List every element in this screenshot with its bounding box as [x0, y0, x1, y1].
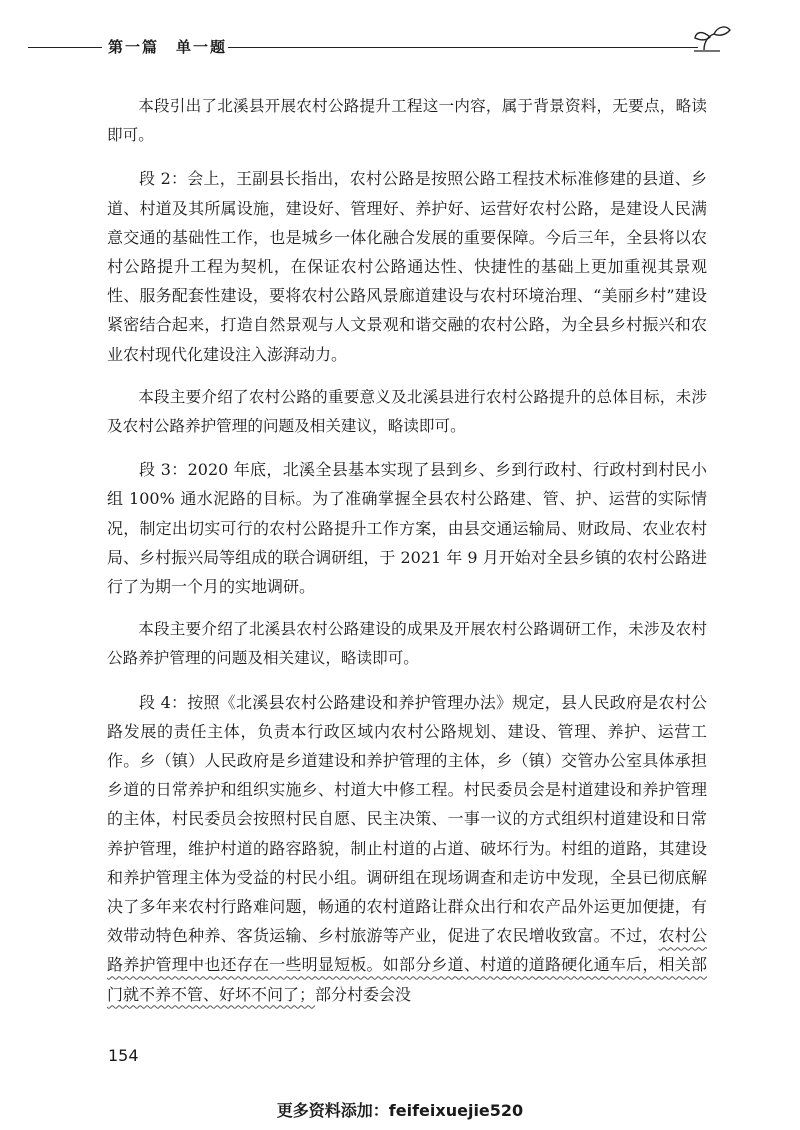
- underlined-key-point: 农村公路养护管理中也还存在一些明显短板。如部分乡道、村道的道路硬化通车后，相关部门就不养不管、好坏不问了；: [107, 926, 707, 1004]
- body-paragraph-2: 段 2：会上，王副县长指出，农村公路是按照公路工程技术标准修建的县道、乡道、村道及其所属设施，建设好、管理好、养护好、运营好农村公路，是建设人民满意交通的基础性工作，也是城乡一体化融合发展的重要保障。今后三年，全县将以农村公路提升工程为契机，在保证农村公路通达性、快捷性的基础上更加重视其景观性、服务配套性建设，要将农村公路风景廊道建设与农村环境治理、“美丽乡村”建设紧密结合起来，打造自然景观与人文景观和谐交融的农村公路，为全县乡村振兴和农业农村现代化建设注入澎湃动力。: [107, 169, 707, 364]
- commentary-paragraph-3: 本段主要介绍了北溪县农村公路建设的成果及开展农村公路调研工作，未涉及农村公路养护管理的问题及相关建议，略读即可。: [107, 620, 707, 668]
- header-rule-right: [228, 47, 698, 48]
- commentary-paragraph-1: 本段引出了北溪县开展农村公路提升工程这一内容，属于背景资料，无要点，略读即可。: [107, 97, 707, 145]
- section-label: 第一篇 单一题: [108, 38, 228, 56]
- body-paragraph-3: 段 3：2020 年底，北溪全县基本实现了县到乡、乡到行政村、行政村到村民小组 100% 通水泥路的目标。为了准确掌握全县农村公路建、管、护、运营的实际情况，制定出切实可行的农村公路提升工作方案，由县交通运输局、财政局、农业农村局、乡村振兴局等组成的联合调研组，于 2021 年 9 月开始对全县乡镇的农村公路进行了为期一个月的实地调研。: [107, 460, 707, 597]
- body-paragraph-4-text: 段 4：按照《北溪县农村公路建设和养护管理办法》规定，县人民政府是农村公路发展的责任主体，负责本行政区域内农村公路规划、建设、管理、养护、运营工作。乡（镇）人民政府是乡道建设和养护管理的主体，乡（镇）交管办公室具体承担乡道的日常养护和组织实施乡、村道大中修工程。村民委员会是村道建设和养护管理的主体，村民委员会按照村民自愿、民主决策、一事一议的方式组织村道建设和日常养护管理，维护村道的路容路貌，制止村道的占道、破坏行为。村组的道路，其建设和养护管理主体为受益的村民小组。调研组在现场调查和走访中发现，全县已彻底解决了多年来农村行路难问题，畅通的农村道路让群众出行和农产品外运更加便捷，有效带动特色种养、客货运输、乡村旅游等产业，促进了农民增收致富。不过，: [107, 692, 707, 946]
- header-rule-left: [28, 47, 102, 48]
- body-paragraph-4-tail: 部分村委会没: [315, 984, 412, 1004]
- page-header: [28, 22, 718, 58]
- body-paragraph-4: [107, 688, 707, 1009]
- page-content: [107, 92, 707, 1009]
- sprout-icon: [690, 22, 736, 58]
- page-number: 154: [108, 1046, 139, 1065]
- commentary-paragraph-2: 本段主要介绍了农村公路的重要意义及北溪县进行农村公路提升的总体目标，未涉及农村公路养护管理的问题及相关建议，略读即可。: [107, 387, 707, 436]
- footer-note: 更多资料添加：feifeixuejie520: [276, 1101, 524, 1120]
